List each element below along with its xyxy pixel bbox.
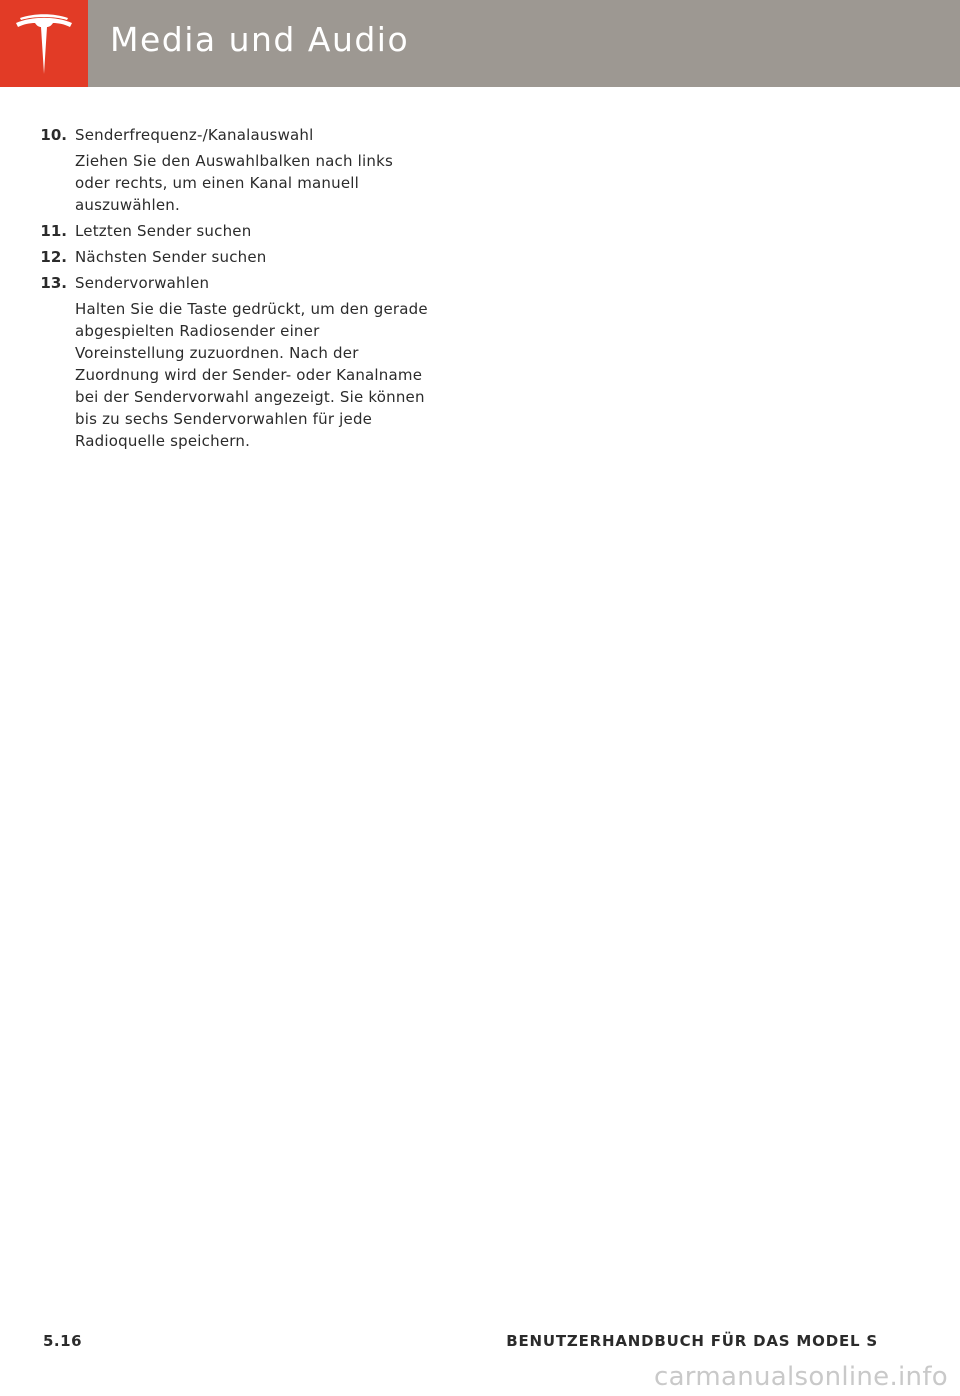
- item-number: 10.: [40, 126, 67, 144]
- list-item: [40, 220, 430, 242]
- item-title: Senderfrequenz-/Kanalauswahl: [75, 126, 314, 144]
- list-item: [40, 246, 430, 268]
- item-list: [40, 124, 430, 456]
- item-number: 11.: [40, 222, 67, 240]
- list-item: [40, 272, 430, 452]
- item-description: Halten Sie die Taste gedrückt, um den gerade abgespielten Radiosender einer Voreinstellung zuzuordnen. Nach der Zuordnung wird der Sender- oder Kanalname bei der Sendervorwahl angezeigt. Sie können bis zu sechs Sendervorwahlen für jede Radioquelle speichern.: [75, 300, 428, 450]
- item-title: Nächsten Sender suchen: [75, 248, 267, 266]
- item-number: 12.: [40, 248, 67, 266]
- item-number: 13.: [40, 274, 67, 292]
- item-description: Ziehen Sie den Auswahlbalken nach links oder rechts, um einen Kanal manuell auszuwählen.: [75, 152, 394, 214]
- item-title: Sendervorwahlen: [75, 274, 210, 292]
- tesla-t-logo-icon: [14, 14, 74, 74]
- watermark-text: carmanualsonline.info: [653, 1362, 948, 1392]
- page-title: Media und Audio: [110, 20, 410, 59]
- list-item: [40, 124, 430, 216]
- logo-box: [0, 0, 88, 87]
- item-title: Letzten Sender suchen: [75, 222, 252, 240]
- page-number: 5.16: [43, 1332, 83, 1350]
- manual-title: BENUTZERHANDBUCH FÜR DAS MODEL S: [506, 1332, 878, 1350]
- page-header: [0, 0, 960, 87]
